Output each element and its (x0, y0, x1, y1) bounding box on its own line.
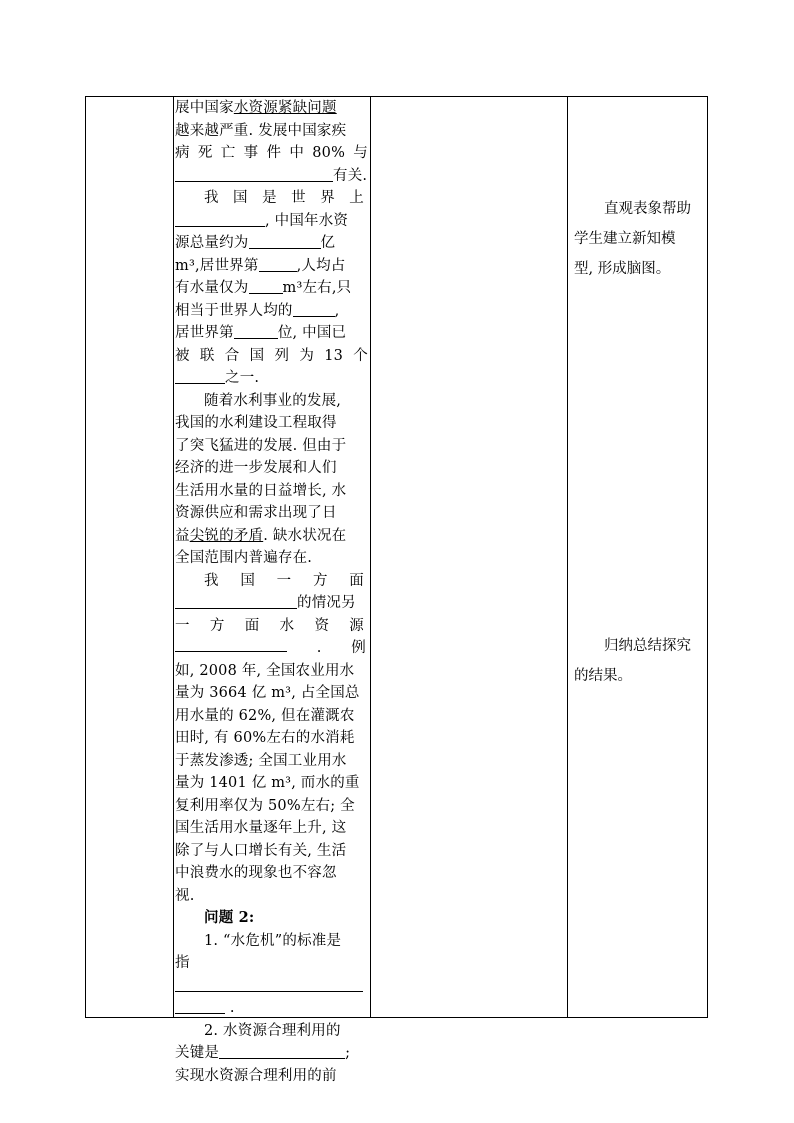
text-line: 源总量约为 亿 (175, 235, 336, 251)
text-line: . (175, 997, 368, 1020)
text-line: 关键是 ; (175, 1045, 351, 1061)
fill-blank[interactable] (259, 257, 297, 272)
text-line: 2. 水资源合理利用的 (204, 1022, 341, 1039)
note-line: 的结果。 (574, 668, 632, 684)
fill-blank[interactable] (175, 594, 297, 609)
text-line: 用水量的 62%, 但在灌溉农 (175, 707, 355, 724)
text-line: 一 方 面 水 资 源 (175, 617, 364, 634)
text-line: 除了与人口增长有关, 生活 (175, 842, 347, 859)
fill-blank[interactable] (175, 977, 363, 992)
teaching-note (574, 194, 706, 284)
text-line: 实现水资源合理利用的前 (175, 1067, 337, 1084)
text-line: 有关. (175, 165, 368, 188)
fill-blank[interactable] (175, 369, 225, 384)
column-divider (567, 97, 568, 1017)
text-line: 于蒸发渗透; 全国工业用水 (175, 752, 347, 769)
text-line: 资源供应和需求出现了日 (175, 505, 337, 521)
text-line: 复利用率仅为 50%左右; 全 (175, 797, 355, 814)
text-line: 量为 3664 亿 m³, 占全国总 (175, 685, 360, 701)
text-line: 病 死 亡 事 件 中 80% 与 (175, 145, 368, 161)
text-line: 了突飞猛进的发展. 但由于 (175, 437, 347, 454)
note-line: 归纳总结探究 (604, 638, 691, 654)
lesson-table (85, 96, 708, 1084)
fill-blank[interactable] (219, 1044, 345, 1059)
question-heading: 问题 2: (204, 909, 255, 926)
text-line: 我国的水利建设工程取得 (175, 415, 337, 431)
note-line: 学生建立新知模 (574, 231, 676, 247)
text-line: 被 联 合 国 列 为 13 个 (175, 347, 368, 364)
text-line: 越来越严重. 发展中国家疾 (175, 122, 347, 139)
text-line: 全国范围内普遍存在. (175, 550, 313, 566)
text-line: 的情况另 (175, 592, 368, 615)
fill-blank[interactable] (249, 279, 283, 294)
fill-blank[interactable] (234, 324, 278, 339)
text-line: 如, 2008 年, 全国农业用水 (175, 662, 355, 679)
text-line: . 例 (175, 637, 368, 660)
text-line: 随着水利事业的发展, (204, 392, 342, 409)
text-line: 量为 1401 亿 m³, 而水的重 (175, 775, 360, 791)
column-divider (370, 97, 371, 1017)
fill-blank[interactable] (175, 999, 225, 1014)
text-line: m³,居世界第 ,人均占 (175, 257, 346, 274)
text-line: 指 (175, 955, 190, 971)
text-line (175, 975, 368, 998)
text-line: 居世界第 位, 中国已 (175, 325, 347, 341)
text-line: 田时, 有 60%左右的水消耗 (175, 730, 355, 746)
text-line: 展中国家水资源紧缺问题 (175, 100, 337, 116)
text-line: 1. “水危机”的标准是 (204, 932, 342, 949)
fill-blank[interactable] (175, 167, 333, 182)
text-line: 经济的进一步发展和人们 (175, 460, 337, 476)
text-line: 生活用水量的日益增长, 水 (175, 482, 347, 499)
text-line: 国生活用水量逐年上升, 这 (175, 820, 347, 836)
text-line: 有水量仅为 m³左右,只 (175, 280, 352, 296)
text-line: 我 国 是 世 界 上 (204, 190, 364, 206)
note-line: 直观表象帮助 (604, 201, 691, 217)
note-line: 型, 形成脑图。 (574, 261, 671, 277)
text-line: , 中国年水资 (175, 210, 368, 233)
fill-blank[interactable] (175, 212, 265, 227)
teaching-note (574, 631, 706, 691)
text-line: 中浪费水的现象也不容忽 (175, 865, 337, 881)
content-column (175, 97, 368, 1087)
fill-blank[interactable] (175, 637, 287, 652)
text-line: 益尖锐的矛盾. 缺水状况在 (175, 527, 347, 544)
fill-blank[interactable] (249, 234, 321, 249)
text-line: 之一. (175, 367, 368, 390)
text-line: 相当于世界人均的 , (175, 302, 340, 319)
fill-blank[interactable] (293, 302, 335, 317)
column-divider (173, 97, 174, 1017)
text-line: 视. (175, 887, 195, 904)
text-line: 我 国 一 方 面 (204, 572, 364, 589)
